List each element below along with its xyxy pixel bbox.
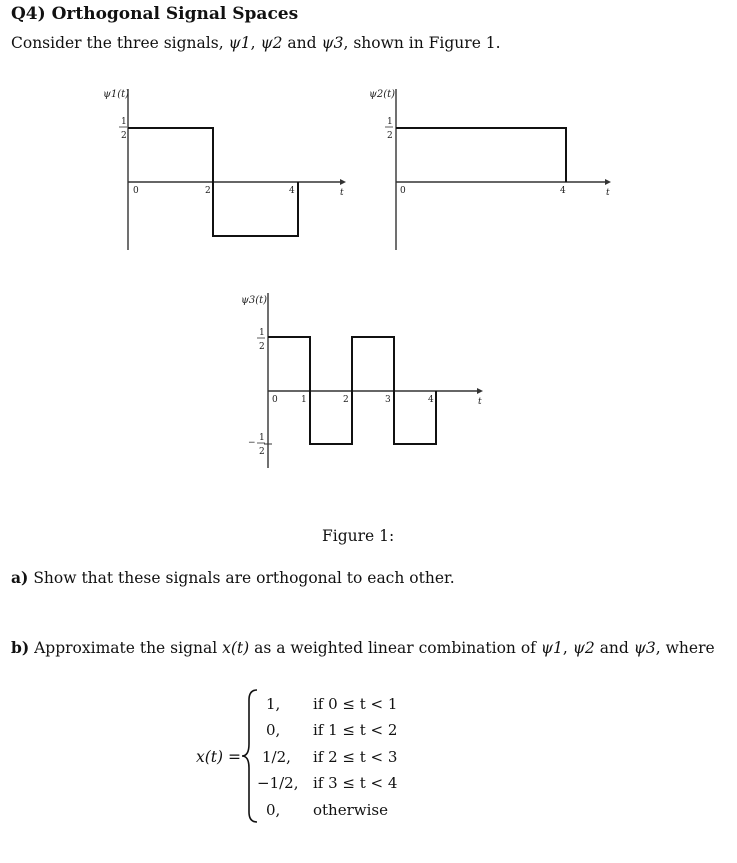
plot-psi3-tick-1: 1 [301, 395, 307, 405]
psi2-symbol: ψ2 [260, 34, 283, 52]
plot-psi1-half-denom: 2 [121, 131, 127, 141]
intro-suffix: , shown in Figure 1. [343, 34, 501, 52]
case-condition: if 2 ≤ t < 3 [313, 748, 398, 766]
plot-psi2-waveform [396, 128, 566, 182]
figure-caption: Figure 1: [322, 527, 395, 545]
case-condition: if 3 ≤ t < 4 [313, 774, 398, 792]
psi2-symbol: ψ2 [572, 639, 595, 657]
plot-psi1-ylabel: ψ1(t) [103, 89, 130, 100]
plot-psi3-half-numer: 1 [259, 328, 265, 338]
x-of-t: x(t) [222, 639, 250, 657]
plot-psi3-x-arrow [477, 388, 483, 394]
intro-sep: and [282, 34, 322, 52]
plot-psi1-tick-2: 2 [205, 186, 211, 196]
plot-psi1-tick-0: 0 [133, 186, 139, 196]
part-b [11, 638, 715, 657]
case-condition: otherwise [313, 801, 388, 819]
part-b-mid: as a weighted linear combination of [249, 639, 541, 657]
plot-psi2-x-arrow [605, 179, 611, 185]
intro-sep: , [250, 34, 261, 52]
part-a [11, 568, 455, 587]
plot-psi1 [103, 89, 346, 250]
case-value: 1, [266, 695, 281, 713]
plot-psi2-tick-4: 4 [560, 186, 566, 196]
plot-psi2-half-numer: 1 [387, 117, 393, 127]
plot-psi2 [369, 89, 611, 250]
plot-psi3 [241, 293, 483, 468]
plot-psi2-ylabel: ψ2(t) [369, 89, 396, 100]
plot-psi1-xlabel: t [340, 188, 344, 198]
part-b-suffix: , where [655, 639, 715, 657]
plot-psi3-half-denom: 2 [259, 342, 265, 352]
question-heading: Q4) Orthogonal Signal Spaces [11, 4, 299, 24]
plot-psi3-tick-2: 2 [343, 395, 349, 405]
plot-psi2-xlabel: t [606, 188, 610, 198]
case-condition: if 1 ≤ t < 2 [313, 721, 398, 739]
plot-psi3-ylabel: ψ3(t) [241, 295, 268, 306]
plot-psi3-neghalf-numer: 1 [259, 433, 265, 443]
case-value: −1/2, [257, 774, 299, 792]
part-b-sep: and [594, 639, 634, 657]
psi1-symbol: ψ1 [540, 639, 563, 657]
case-condition: if 0 ≤ t < 1 [313, 695, 398, 713]
plot-psi3-xlabel: t [478, 397, 482, 407]
plot-psi3-tick-4: 4 [428, 395, 434, 405]
intro-prefix: Consider the three signals, [11, 34, 229, 52]
case-value: 0, [266, 721, 281, 739]
psi3-symbol: ψ3 [633, 639, 656, 657]
case-value: 1/2, [262, 748, 291, 766]
plot-psi3-tick-0: 0 [272, 395, 278, 405]
plot-psi2-tick-0: 0 [400, 186, 406, 196]
part-b-prefix: Approximate the signal [29, 639, 223, 657]
plot-psi3-neghalf-denom: 2 [259, 447, 265, 457]
case-value: 0, [266, 801, 281, 819]
part-a-label: a) [11, 568, 29, 587]
left-brace [240, 688, 260, 824]
part-a-text: Show that these signals are orthogonal to each other. [28, 569, 455, 587]
piecewise-lhs: x(t) = [196, 748, 241, 766]
plot-psi3-neg-sign: − [248, 438, 256, 448]
part-b-label: b) [11, 638, 30, 657]
plot-psi3-tick-3: 3 [385, 395, 391, 405]
psi1-symbol: ψ1 [228, 34, 251, 52]
plot-psi1-tick-4: 4 [289, 186, 295, 196]
plot-psi2-half-denom: 2 [387, 131, 393, 141]
plot-psi1-half-numer: 1 [121, 117, 127, 127]
plot-psi1-x-arrow [340, 179, 346, 185]
psi3-symbol: ψ3 [321, 34, 344, 52]
part-b-sep: , [562, 639, 573, 657]
